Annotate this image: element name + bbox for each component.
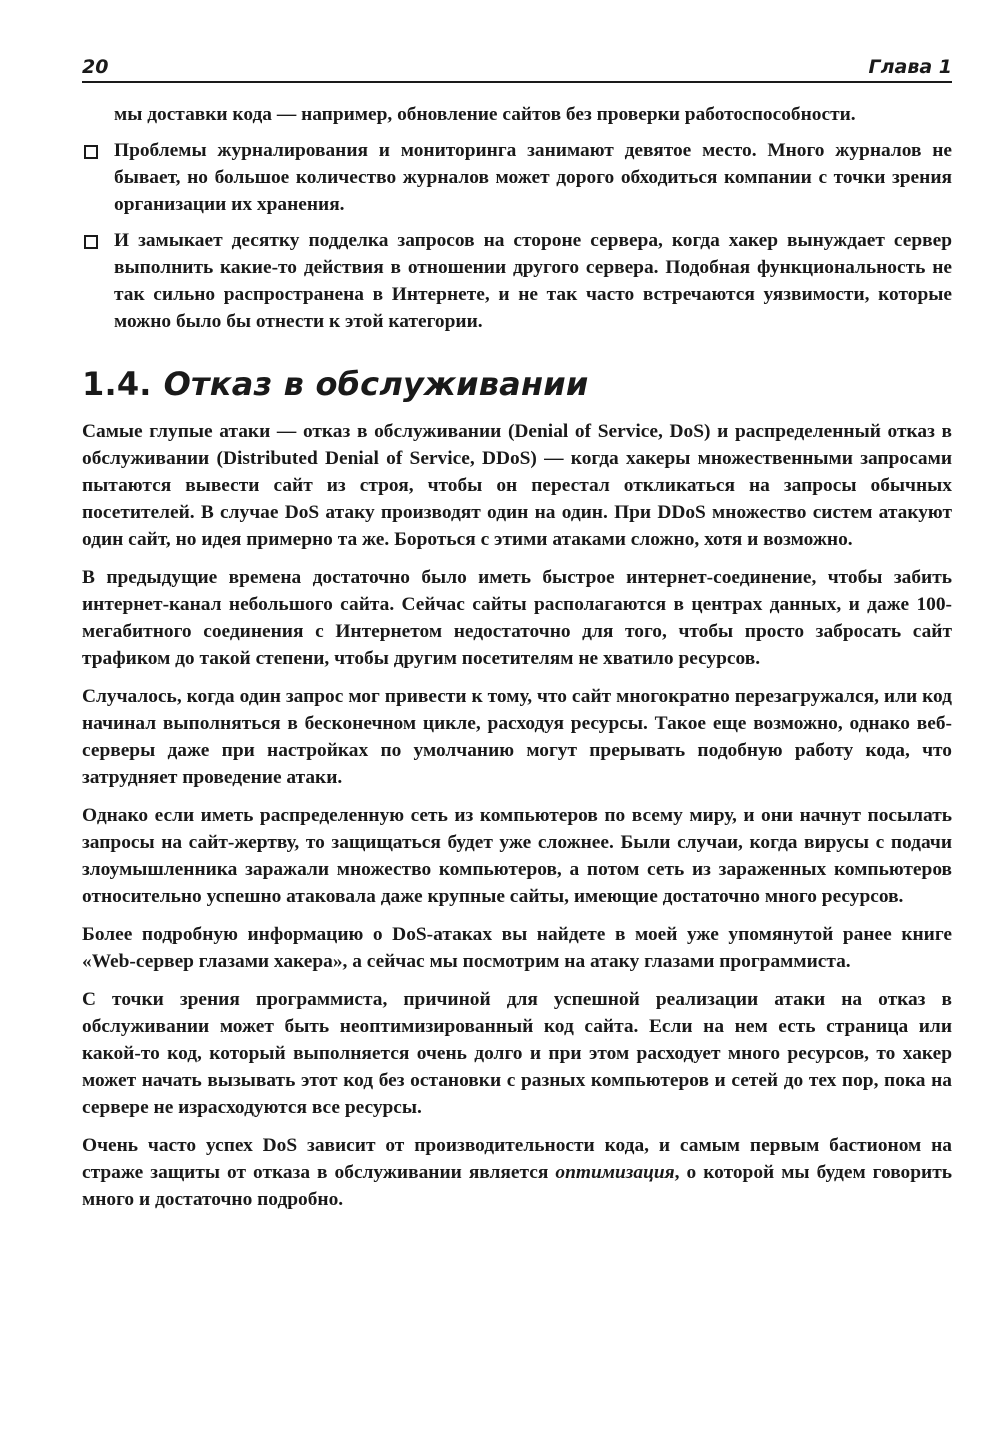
book-page (82, 56, 952, 1224)
paragraph: С точки зрения программиста, причиной для успешной реализации атаки на отказ в обслуживании может быть неоптимизированный код сайта. Если на нем есть страница или какой-то код, который выполняется очень долго и при этом расходует много ресурсов, то хакер может начать вызывать этот код без остановки с разных компьютеров и сетей до тех пор, пока на сервере не израсходуются все ресурсы. (82, 989, 952, 1118)
paragraph: Случалось, когда один запрос мог привести к тому, что сайт многократно перезагружался, или код начинал выполняться в бесконечном цикле, расходуя ресурсы. Такое еще возможно, однако веб-серверы даже при настройках по умолчанию могут прерывать подобную работу кода, что затрудняет проведение атаки. (82, 686, 952, 788)
page-number: 20 (82, 56, 109, 78)
list-item (82, 137, 952, 218)
paragraph-last (82, 1132, 952, 1213)
continued-bullet-text: мы доставки кода — например, обновление сайтов без проверки работоспособности. (114, 104, 856, 125)
checkbox-bullet-icon (84, 145, 98, 159)
section-number: 1.4. (82, 365, 152, 403)
list-item (82, 227, 952, 335)
section-title: Отказ в обслуживании (163, 365, 589, 403)
section-heading (82, 365, 952, 403)
bullet-text: Проблемы журналирования и мониторинга занимают девятое место. Много журналов не бывает, но большое количество журналов может дорого обходиться компании с точки зрения организации их хранения. (114, 140, 952, 215)
running-header (82, 56, 952, 83)
paragraph: В предыдущие времена достаточно было иметь быстрое интернет-соединение, чтобы забить интернет-канал небольшого сайта. Сейчас сайты располагаются в центрах данных, и даже 100-мегабитного соединения с Интернетом недостаточно для того, чтобы просто забросать сайт трафиком до такой степени, чтобы другим посетителям не хватило ресурсов. (82, 567, 952, 669)
paragraph: Более подробную информацию о DoS-атаках вы найдете в моей уже упомянутой ранее книге «Web-сервер глазами хакера», а сейчас мы посмотрим на атаку глазами программиста. (82, 924, 952, 972)
paragraph-text-end: , о которой мы будем говорить много и достаточно подробно. (82, 1162, 952, 1210)
emphasis-term: оптимизация (555, 1162, 675, 1183)
paragraph: Однако если иметь распределенную сеть из компьютеров по всему миру, и они начнут посылать запросы на сайт-жертву, то защищаться будет уже сложнее. Были случаи, когда вирусы с подачи злоумышленника заражали множество компьютеров, а потом сеть из зараженных компьютеров относительно успешно атаковала даже крупные сайты, имеющие достаточно много ресурсов. (82, 805, 952, 907)
checkbox-bullet-icon (84, 235, 98, 249)
bullet-list (82, 137, 952, 335)
chapter-label: Глава 1 (868, 56, 952, 78)
paragraph-text-start: Очень часто успех DoS зависит от производительности кода, и самым первым бастионом на страже защиты от отказа в обслуживании является (82, 1135, 952, 1183)
paragraph: Самые глупые атаки — отказ в обслуживании (Denial of Service, DoS) и распределенный отказ в обслуживании (Distributed Denial of Service, DDoS) — когда хакеры множественными запросами пытаются вывести сайт из строя, чтобы он перестал откликаться на запросы обычных посетителей. В случае DoS атаку производят один на один. При DDoS множество систем атакуют один сайт, но идея примерно та же. Бороться с этими атаками сложно, хотя и возможно. (82, 421, 952, 550)
bullet-text: И замыкает десятку подделка запросов на стороне сервера, когда хакер вынуждает сервер выполнить какие-то действия в отношении другого сервера. Подобная функциональность не так сильно распространена в Интернете, и не так часто встречаются уязвимости, которые можно было бы отнести к этой категории. (114, 230, 952, 332)
